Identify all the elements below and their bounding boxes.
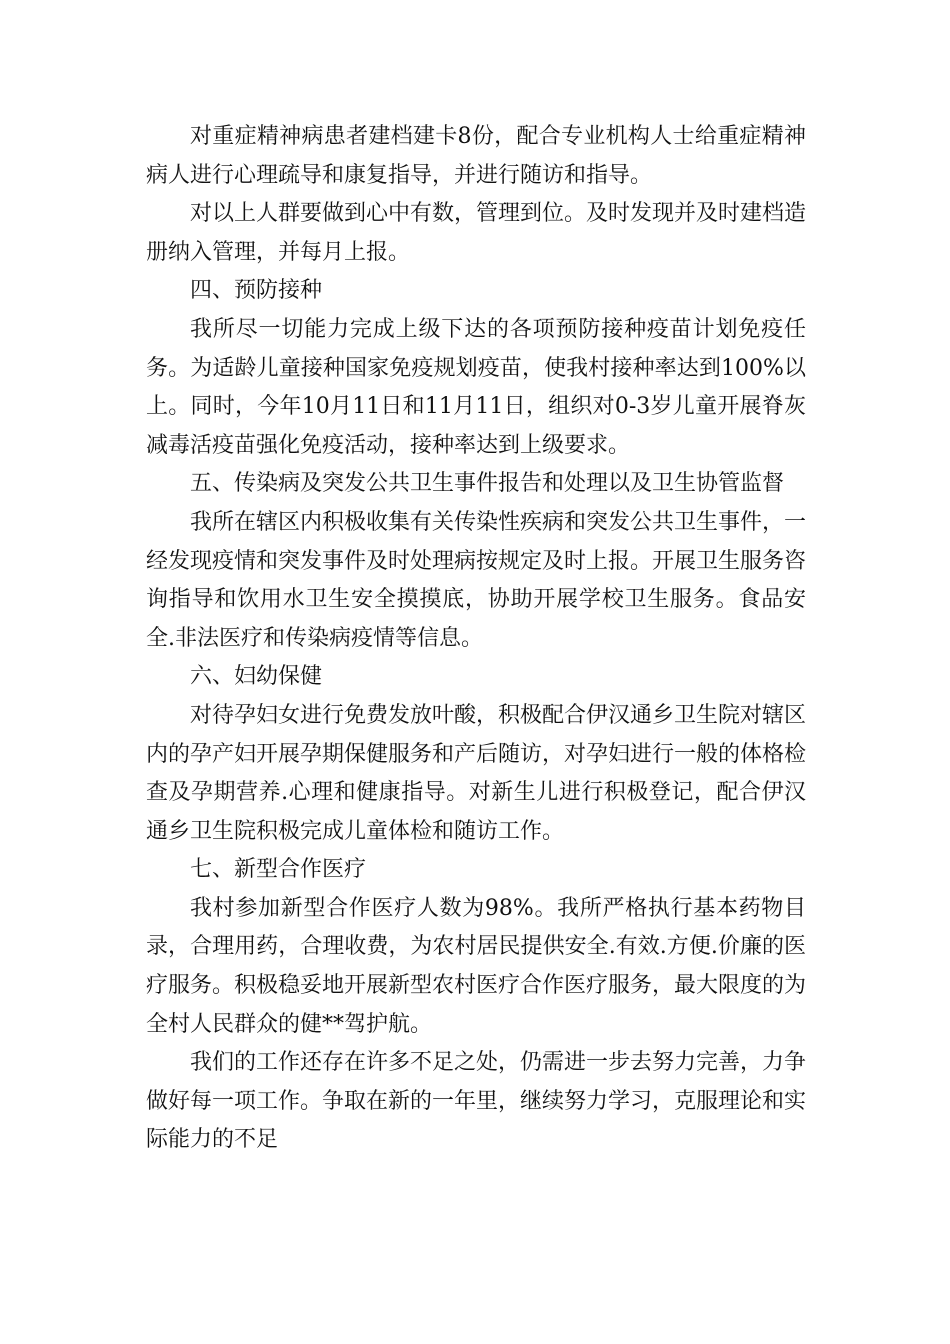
section-heading-maternal-child: 六、妇幼保健 bbox=[190, 664, 323, 690]
paragraph-mental-illness: 对重症精神病患者建档建卡8份，配合专业机构人士给重症精神病人进行心理疏导和康复指导，并进行随访和指导。 bbox=[146, 124, 806, 188]
section-heading-vaccination: 四、预防接种 bbox=[190, 278, 323, 304]
paragraph-maternal-child: 对待孕妇女进行免费发放叶酸，积极配合伊汉通乡卫生院对辖区内的孕产妇开展孕期保健服务和产后随访，对孕妇进行一般的体格检查及孕期营养.心理和健康指导。对新生儿进行积极登记，配合伊汉通乡卫生院积极完成儿童体检和随访工作。 bbox=[146, 702, 807, 844]
document-page bbox=[146, 118, 806, 1160]
paragraph-vaccination: 我所尽一切能力完成上级下达的各项预防接种疫苗计划免疫任务。为适龄儿童接种国家免疫规划疫苗，使我村接种率达到100%以上。同时，今年10月11日和11月11日，组织对0-3岁儿童开展脊灰减毒活疫苗强化免疫活动，接种率达到上级要求。 bbox=[146, 316, 806, 458]
paragraph-conclusion: 我们的工作还存在许多不足之处，仍需进一步去努力完善，力争做好每一项工作。争取在新的一年里，继续努力学习，克服理论和实际能力的不足 bbox=[146, 1050, 807, 1153]
section-heading-infectious-disease: 五、传染病及突发公共卫生事件报告和处理以及卫生协管监督 bbox=[190, 471, 785, 497]
section-heading-cooperative-medical: 七、新型合作医疗 bbox=[190, 857, 367, 883]
paragraph-infectious-disease: 我所在辖区内积极收集有关传染性疾病和突发公共卫生事件，一经发现疫情和突发事件及时处理病按规定及时上报。开展卫生服务咨询指导和饮用水卫生安全摸摸底，协助开展学校卫生服务。食品安全.非法医疗和传染病疫情等信息。 bbox=[146, 509, 807, 651]
paragraph-management: 对以上人群要做到心中有数，管理到位。及时发现并及时建档造册纳入管理，并每月上报。 bbox=[146, 201, 807, 265]
paragraph-cooperative-medical: 我村参加新型合作医疗人数为98%。我所严格执行基本药物目录，合理用药，合理收费，为农村居民提供安全.有效.方便.价廉的医疗服务。积极稳妥地开展新型农村医疗合作医疗服务，最大限度的为全村人民群众的健**驾护航。 bbox=[146, 895, 807, 1037]
